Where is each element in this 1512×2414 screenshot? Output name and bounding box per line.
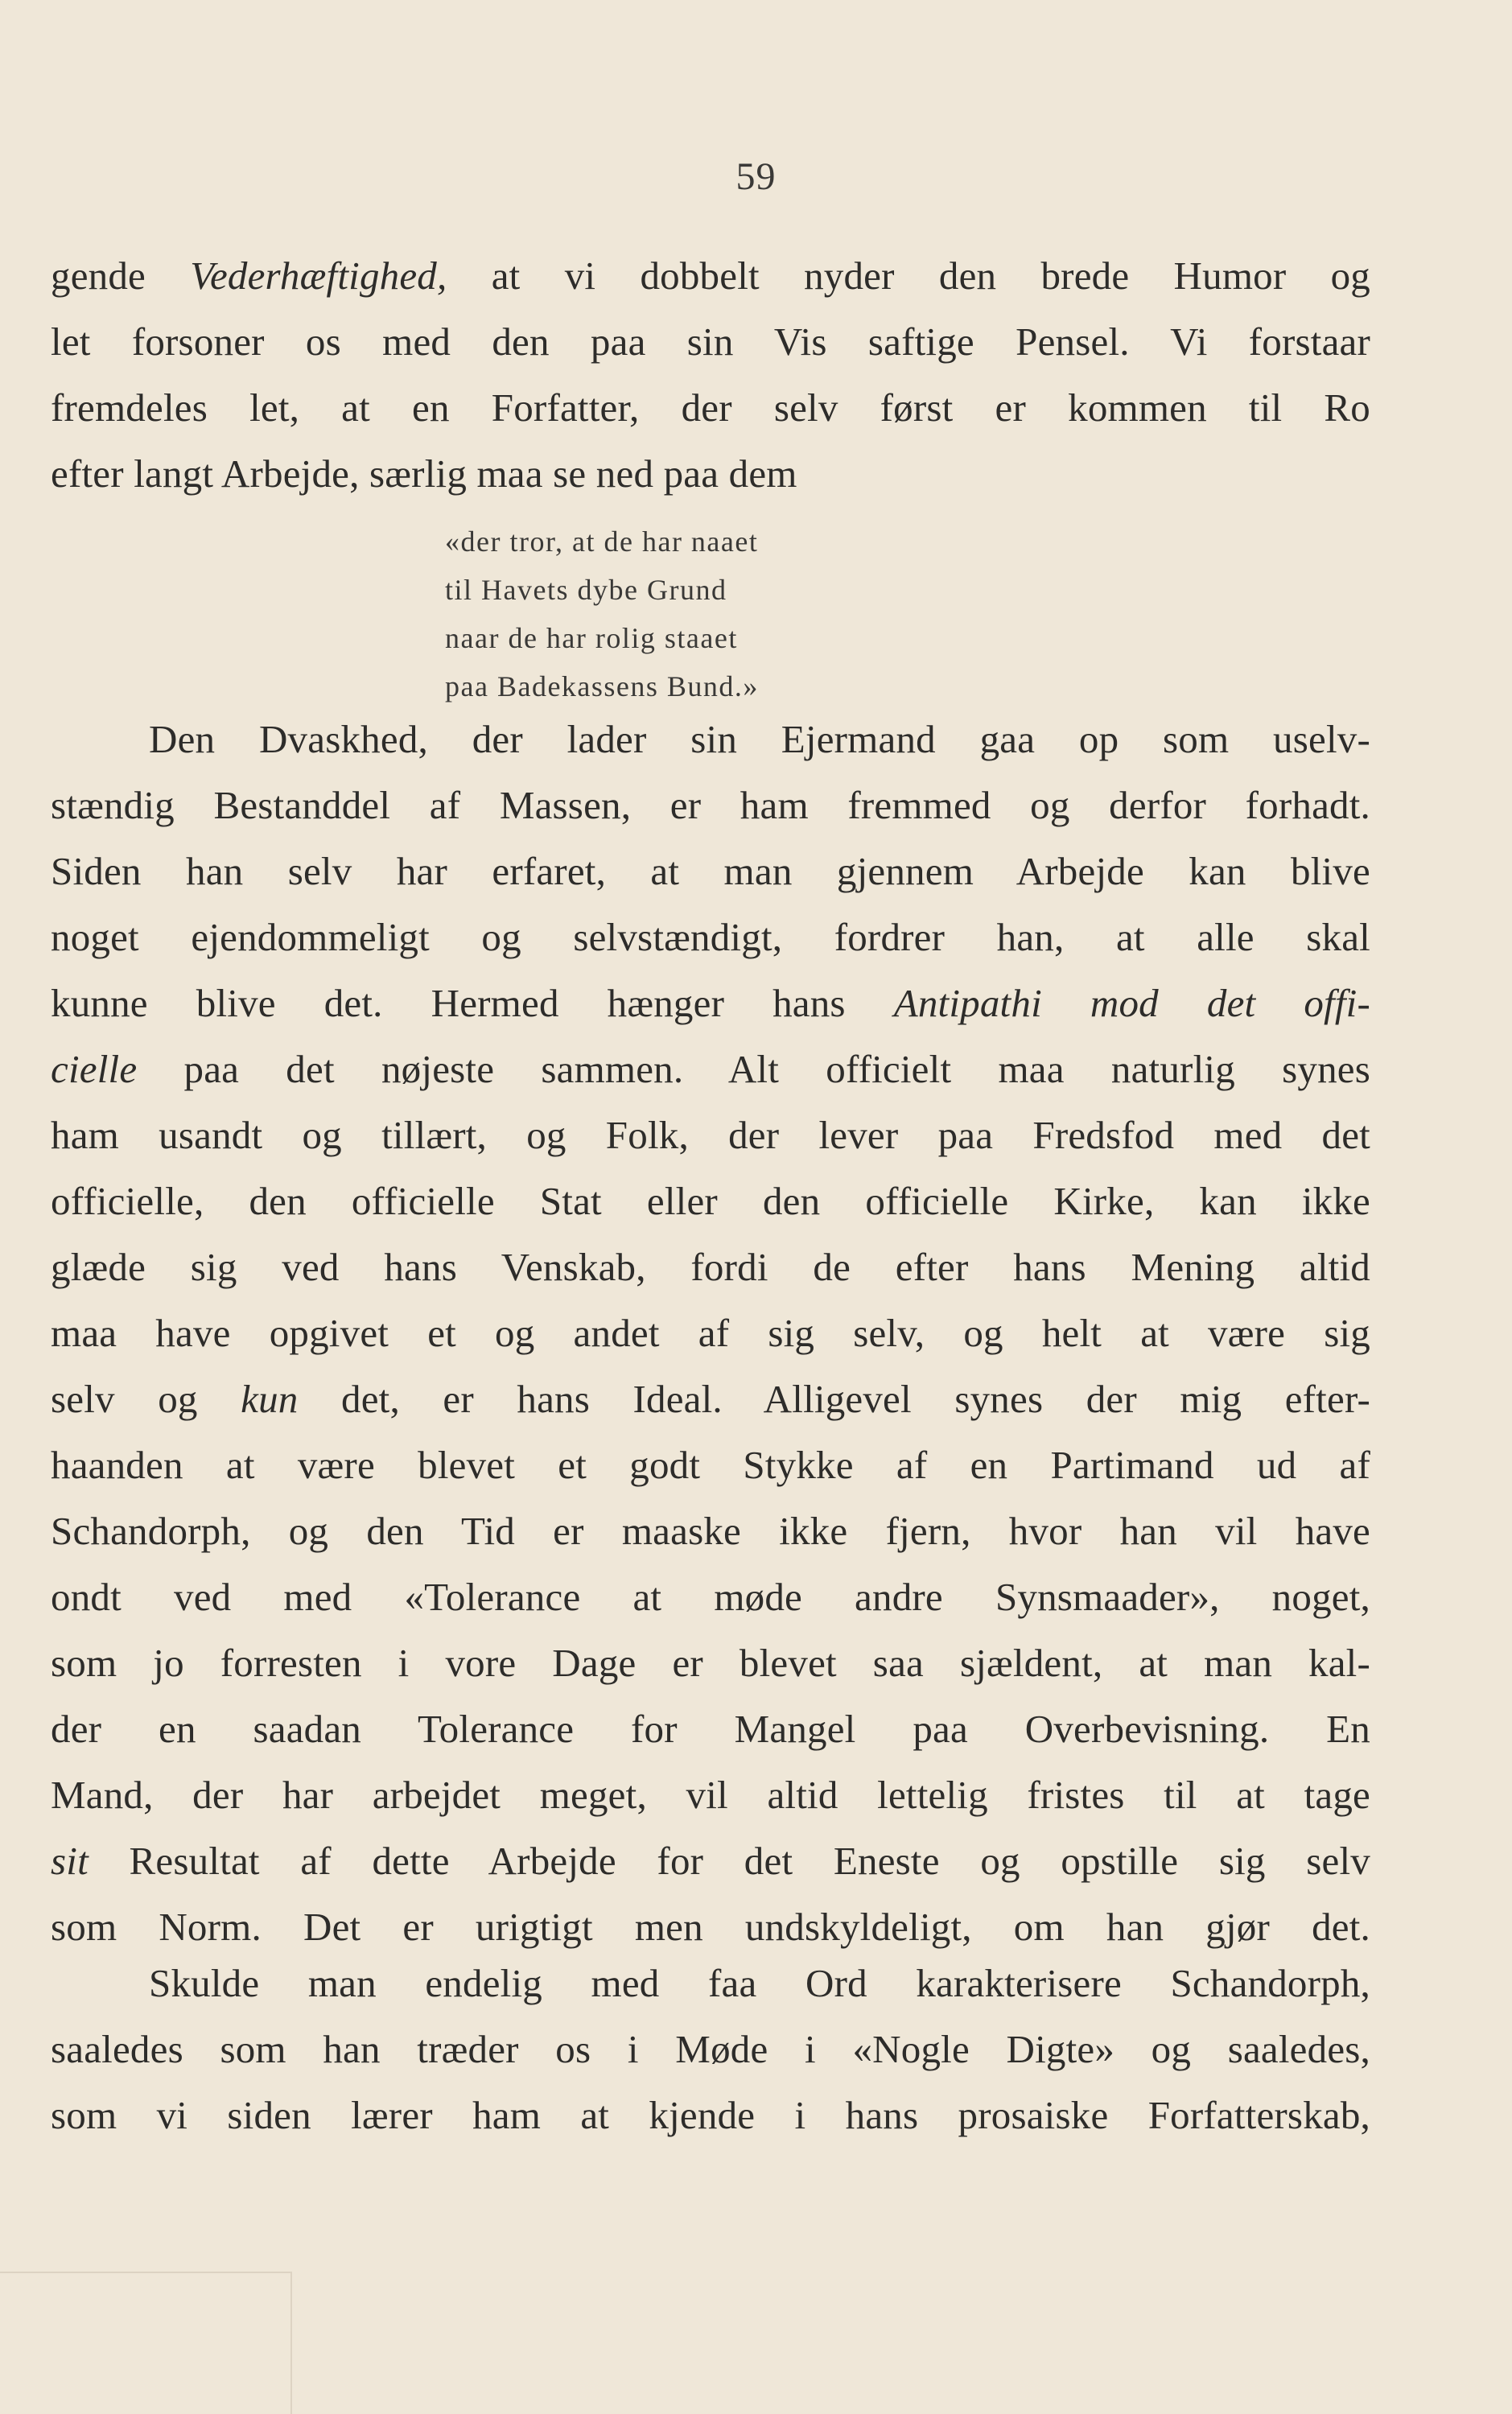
text-line: saaledes som han træder os i Møde i «Nogle Digte» og saaledes, bbox=[51, 2027, 1370, 2071]
text-span: at vi dobbelt nyder den brede Humor og bbox=[447, 253, 1370, 298]
paragraph-continuation bbox=[51, 243, 1370, 507]
text-span: selv og bbox=[51, 1377, 241, 1421]
italic-word: sit bbox=[51, 1839, 89, 1883]
italic-word: cielle bbox=[51, 1047, 138, 1091]
text-line: som Norm. Det er urigtigt men undskyldeligt, om han gjør det. bbox=[51, 1905, 1370, 1949]
text-line bbox=[51, 1366, 1370, 1432]
italic-phrase: Antipathi mod det offi- bbox=[893, 981, 1370, 1025]
page-number: 59 bbox=[735, 155, 777, 198]
text-line bbox=[51, 970, 1370, 1036]
text-line: der en saadan Tolerance for Mangel paa Overbevisning. En bbox=[51, 1707, 1370, 1751]
verse-line: til Havets dybe Grund bbox=[445, 574, 727, 606]
text-line: let forsoner os med den paa sin Vis saftige Pensel. Vi forstaar bbox=[51, 319, 1370, 364]
text-line: som jo forresten i vore Dage er blevet saa sjældent, at man kal- bbox=[51, 1641, 1370, 1685]
italic-word: kun bbox=[241, 1377, 299, 1421]
page-corner-mark bbox=[0, 2272, 292, 2414]
verse-line: paa Badekassens Bund.» bbox=[445, 670, 759, 702]
text-line: Skulde man endelig med faa Ord karakterisere Schandorph, bbox=[149, 1961, 1370, 2005]
text-line bbox=[51, 1828, 1370, 1894]
text-line bbox=[51, 243, 1370, 309]
text-line: Schandorph, og den Tid er maaske ikke fjern, hvor han vil have bbox=[51, 1509, 1370, 1553]
text-line: stændig Bestanddel af Massen, er ham fremmed og derfor forhadt. bbox=[51, 783, 1370, 827]
text-line: officielle, den officielle Stat eller den officielle Kirke, kan ikke bbox=[51, 1179, 1370, 1223]
text-line: Den Dvaskhed, der lader sin Ejermand gaa op som uselv- bbox=[149, 717, 1370, 761]
text-line: ondt ved med «Tolerance at møde andre Synsmaader», noget, bbox=[51, 1575, 1370, 1619]
text-line bbox=[51, 1036, 1370, 1102]
verse-line: «der tror, at de har naaet bbox=[445, 525, 759, 558]
text-line: som vi siden lærer ham at kjende i hans prosaiske Forfatterskab, bbox=[51, 2093, 1370, 2137]
text-line: glæde sig ved hans Venskab, fordi de efter hans Mening altid bbox=[51, 1245, 1370, 1289]
text-line: Siden han selv har erfaret, at man gjennem Arbejde kan blive bbox=[51, 849, 1370, 893]
text-line: efter langt Arbejde, særlig maa se ned paa dem bbox=[51, 451, 797, 496]
text-span: Resultat af dette Arbejde for det Eneste og opstille sig selv bbox=[88, 1839, 1370, 1883]
text-line: fremdeles let, at en Forfatter, der selv først er kommen til Ro bbox=[51, 385, 1370, 430]
text-span: paa det nøjeste sammen. Alt officielt maa naturlig synes bbox=[137, 1047, 1370, 1091]
paragraph-main bbox=[51, 706, 1370, 1960]
quoted-verse bbox=[445, 517, 759, 711]
text-span: gende bbox=[51, 253, 191, 298]
italic-word: Vederhæftighed, bbox=[190, 253, 447, 298]
verse-line: naar de har rolig staaet bbox=[445, 622, 738, 654]
text-line: Mand, der har arbejdet meget, vil altid lettelig fristes til at tage bbox=[51, 1773, 1370, 1817]
text-line: noget ejendommeligt og selvstændigt, fordrer han, at alle skal bbox=[51, 915, 1370, 959]
text-span: kunne blive det. Hermed hænger hans bbox=[51, 981, 894, 1025]
text-span: det, er hans Ideal. Alligevel synes der mig efter- bbox=[298, 1377, 1370, 1421]
paragraph-final bbox=[51, 1951, 1370, 2148]
text-line: maa have opgivet et og andet af sig selv, og helt at være sig bbox=[51, 1311, 1370, 1355]
text-line: ham usandt og tillært, og Folk, der lever paa Fredsfod med det bbox=[51, 1113, 1370, 1157]
text-line: haanden at være blevet et godt Stykke af en Partimand ud af bbox=[51, 1443, 1370, 1487]
